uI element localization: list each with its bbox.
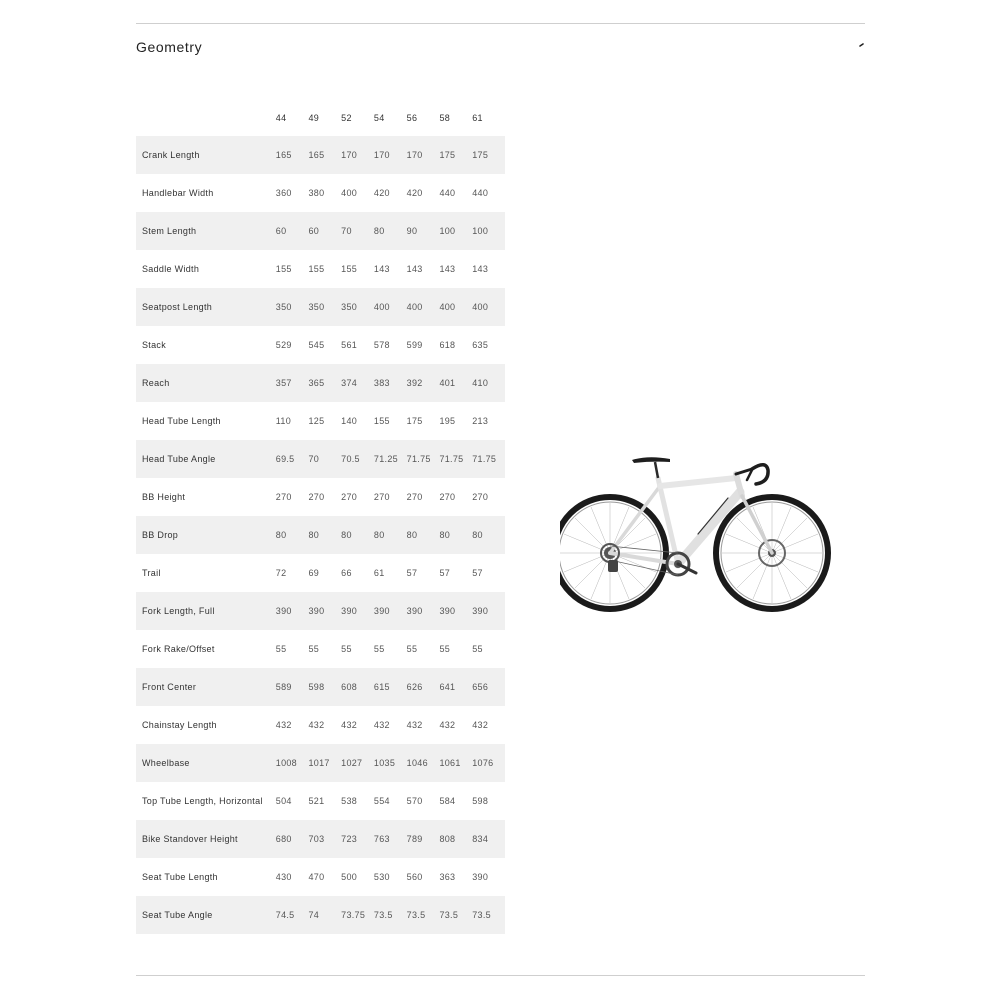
- table-row: [136, 706, 505, 744]
- table-cell: 70: [341, 212, 374, 250]
- table-cell: 165: [276, 136, 309, 174]
- table-cell: 165: [308, 136, 341, 174]
- table-cell: 400: [439, 288, 472, 326]
- table-row: [136, 820, 505, 858]
- table-row: [136, 630, 505, 668]
- table-cell: 834: [472, 820, 505, 858]
- table-cell: 530: [373, 872, 390, 882]
- table-row: [136, 250, 505, 288]
- section-title: Geometry: [136, 39, 203, 55]
- table-cell: 155: [373, 416, 390, 426]
- table-cell: 1046: [407, 744, 440, 782]
- table-cell: 69: [308, 568, 320, 578]
- table-cell: 470: [308, 872, 325, 882]
- table-row: [136, 744, 505, 782]
- table-cell: 390: [439, 592, 472, 630]
- size-header-row: [136, 99, 505, 136]
- row-label: Head Tube Angle: [136, 440, 276, 478]
- table-cell: 55: [308, 644, 320, 654]
- table-cell: 432: [308, 720, 325, 730]
- table-cell: 57: [406, 568, 418, 578]
- table-cell: 430: [275, 872, 292, 882]
- table-cell: 125: [308, 416, 325, 426]
- table-cell: 143: [472, 264, 489, 274]
- table-cell: 61: [373, 568, 385, 578]
- table-row: [136, 782, 505, 820]
- table-cell: 1035: [374, 744, 407, 782]
- table-cell: 390: [308, 592, 341, 630]
- table-row: [136, 136, 505, 174]
- table-cell: 615: [374, 668, 407, 706]
- saddle: [632, 457, 670, 478]
- table-cell: 70: [308, 440, 341, 478]
- table-cell: 410: [472, 364, 505, 402]
- size-header-44: 44: [275, 112, 287, 123]
- row-label: BB Drop: [136, 516, 276, 554]
- table-cell: 195: [439, 416, 456, 426]
- table-cell: 57: [472, 568, 483, 578]
- row-label: Seat Tube Length: [142, 872, 218, 882]
- table-cell: 400: [407, 288, 440, 326]
- table-cell: 1027: [341, 744, 374, 782]
- table-cell: 440: [439, 188, 456, 198]
- table-cell: 561: [341, 340, 358, 350]
- table-cell: 55: [373, 644, 385, 654]
- table-cell: 74.5: [276, 896, 309, 934]
- row-label: Handlebar Width: [142, 188, 214, 198]
- table-cell: 350: [341, 288, 374, 326]
- chevron-up-icon: [852, 38, 868, 54]
- table-row: [136, 858, 505, 896]
- table-cell: 72: [275, 568, 287, 578]
- table-cell: 357: [276, 364, 309, 402]
- table-cell: 1017: [308, 744, 341, 782]
- table-cell: 60: [308, 212, 341, 250]
- table-cell: 73.75: [341, 896, 374, 934]
- table-row: [136, 174, 505, 212]
- table-cell: 390: [472, 592, 505, 630]
- size-header-49: 49: [308, 112, 320, 123]
- table-cell: 635: [472, 340, 489, 350]
- table-cell: 155: [341, 264, 358, 274]
- table-cell: 390: [341, 592, 374, 630]
- table-row: [136, 592, 505, 630]
- geometry-table: [136, 99, 505, 934]
- table-cell: 90: [407, 212, 440, 250]
- table-cell: 363: [439, 872, 456, 882]
- table-cell: 143: [406, 264, 423, 274]
- table-row: [136, 516, 505, 554]
- table-cell: 73.5: [374, 896, 407, 934]
- table-cell: 420: [373, 188, 390, 198]
- table-cell: 400: [374, 288, 407, 326]
- table-cell: 55: [406, 644, 418, 654]
- bike-image: [560, 448, 840, 618]
- table-cell: 71.75: [407, 440, 440, 478]
- table-cell: 350: [276, 288, 309, 326]
- table-cell: 110: [275, 416, 292, 426]
- table-cell: 545: [308, 340, 325, 350]
- table-cell: 71.25: [374, 440, 407, 478]
- table-cell: 270: [275, 492, 292, 502]
- table-cell: 400: [341, 188, 358, 198]
- section-divider-top: [136, 23, 865, 24]
- table-cell: 504: [275, 796, 292, 806]
- table-cell: 656: [472, 668, 505, 706]
- table-cell: 390: [276, 592, 309, 630]
- row-label: Seatpost Length: [136, 288, 276, 326]
- table-cell: 420: [406, 188, 423, 198]
- row-label: Wheelbase: [136, 744, 276, 782]
- table-cell: 365: [308, 364, 341, 402]
- table-cell: 270: [472, 492, 489, 502]
- table-cell: 383: [374, 364, 407, 402]
- table-cell: 270: [439, 492, 456, 502]
- table-cell: 170: [407, 136, 440, 174]
- table-cell: 554: [373, 796, 390, 806]
- table-cell: 80: [472, 516, 505, 554]
- table-row: [136, 326, 505, 364]
- table-cell: 74: [308, 896, 341, 934]
- table-cell: 598: [308, 668, 341, 706]
- table-cell: 70.5: [341, 440, 374, 478]
- row-label: Chainstay Length: [142, 720, 217, 730]
- table-cell: 432: [406, 720, 423, 730]
- table-cell: 789: [407, 820, 440, 858]
- table-cell: 270: [406, 492, 423, 502]
- table-cell: 55: [341, 644, 352, 654]
- table-cell: 155: [308, 264, 325, 274]
- table-row: [136, 364, 505, 402]
- row-label: Crank Length: [136, 136, 276, 174]
- row-label: Front Center: [136, 668, 276, 706]
- table-cell: 390: [407, 592, 440, 630]
- section-divider-bottom: [136, 975, 865, 976]
- row-label: BB Height: [142, 492, 186, 502]
- collapse-toggle-button[interactable]: [852, 38, 868, 54]
- table-row: [136, 478, 505, 516]
- table-cell: 608: [341, 668, 374, 706]
- row-label: Fork Rake/Offset: [142, 644, 215, 654]
- size-header-58: 58: [439, 112, 451, 123]
- table-cell: 763: [374, 820, 407, 858]
- table-cell: 270: [308, 492, 325, 502]
- size-header-56: 56: [406, 112, 418, 123]
- table-cell: 73.5: [472, 896, 505, 934]
- table-cell: 80: [341, 516, 374, 554]
- table-cell: 143: [439, 264, 456, 274]
- row-label: Top Tube Length, Horizontal: [142, 796, 263, 806]
- table-cell: 55: [472, 644, 483, 654]
- table-cell: 170: [341, 136, 374, 174]
- table-cell: 432: [373, 720, 390, 730]
- table-cell: 55: [275, 644, 287, 654]
- table-cell: 392: [407, 364, 440, 402]
- geometry-table-body: [136, 136, 505, 934]
- table-cell: 538: [341, 796, 358, 806]
- table-cell: 599: [406, 340, 423, 350]
- table-cell: 155: [275, 264, 292, 274]
- row-label: Trail: [142, 568, 161, 578]
- table-cell: 270: [373, 492, 390, 502]
- table-cell: 80: [276, 516, 309, 554]
- table-cell: 618: [439, 340, 456, 350]
- table-cell: 100: [439, 212, 472, 250]
- table-cell: 55: [439, 644, 451, 654]
- table-cell: 73.5: [407, 896, 440, 934]
- table-cell: 270: [341, 492, 358, 502]
- table-cell: 380: [308, 188, 325, 198]
- table-cell: 529: [275, 340, 292, 350]
- table-cell: 80: [374, 516, 407, 554]
- table-cell: 1061: [439, 744, 472, 782]
- table-cell: 560: [406, 872, 423, 882]
- table-cell: 143: [373, 264, 390, 274]
- table-cell: 598: [472, 796, 489, 806]
- size-header-empty: [136, 99, 276, 136]
- table-cell: 71.75: [439, 440, 472, 478]
- table-cell: 680: [276, 820, 309, 858]
- table-cell: 80: [439, 516, 472, 554]
- table-cell: 69.5: [276, 440, 309, 478]
- table-cell: 374: [341, 364, 374, 402]
- table-cell: 175: [472, 136, 505, 174]
- table-cell: 60: [276, 212, 309, 250]
- row-label: Fork Length, Full: [136, 592, 276, 630]
- table-cell: 400: [472, 288, 505, 326]
- table-cell: 73.5: [439, 896, 472, 934]
- table-cell: 57: [439, 568, 451, 578]
- table-row: [136, 668, 505, 706]
- table-cell: 1008: [276, 744, 309, 782]
- table-cell: 175: [439, 136, 472, 174]
- table-cell: 808: [439, 820, 472, 858]
- table-cell: 432: [275, 720, 292, 730]
- table-cell: 390: [374, 592, 407, 630]
- table-cell: 440: [472, 188, 489, 198]
- table-cell: 80: [407, 516, 440, 554]
- table-cell: 80: [374, 212, 407, 250]
- table-cell: 390: [472, 872, 489, 882]
- table-cell: 350: [308, 288, 341, 326]
- bike-frame: [610, 474, 772, 564]
- table-cell: 432: [472, 720, 489, 730]
- table-cell: 360: [275, 188, 292, 198]
- table-cell: 213: [472, 416, 489, 426]
- row-label: Bike Standover Height: [136, 820, 276, 858]
- table-cell: 584: [439, 796, 456, 806]
- size-header-52: 52: [341, 112, 352, 123]
- row-label: Seat Tube Angle: [136, 896, 276, 934]
- row-label: Saddle Width: [142, 264, 200, 274]
- table-cell: 80: [308, 516, 341, 554]
- table-cell: 175: [406, 416, 423, 426]
- table-cell: 723: [341, 820, 374, 858]
- table-cell: 100: [472, 212, 505, 250]
- table-row: [136, 212, 505, 250]
- table-cell: 641: [439, 668, 472, 706]
- table-row: [136, 288, 505, 326]
- row-label: Stem Length: [136, 212, 276, 250]
- table-cell: 432: [439, 720, 456, 730]
- table-row: [136, 402, 505, 440]
- table-cell: 140: [341, 416, 358, 426]
- table-row: [136, 896, 505, 934]
- table-cell: 71.75: [472, 440, 505, 478]
- size-header-54: 54: [373, 112, 385, 123]
- table-cell: 500: [341, 872, 358, 882]
- table-row: [136, 440, 505, 478]
- size-header-61: 61: [472, 112, 483, 123]
- table-row: [136, 554, 505, 592]
- row-label: Reach: [136, 364, 276, 402]
- table-cell: 66: [341, 568, 352, 578]
- table-cell: 703: [308, 820, 341, 858]
- row-label: Stack: [142, 340, 167, 350]
- table-cell: 432: [341, 720, 358, 730]
- table-cell: 589: [276, 668, 309, 706]
- table-cell: 1076: [472, 744, 505, 782]
- row-label: Head Tube Length: [142, 416, 221, 426]
- table-cell: 626: [407, 668, 440, 706]
- table-cell: 521: [308, 796, 325, 806]
- table-cell: 578: [373, 340, 390, 350]
- table-cell: 401: [439, 364, 472, 402]
- table-cell: 570: [406, 796, 423, 806]
- table-cell: 170: [374, 136, 407, 174]
